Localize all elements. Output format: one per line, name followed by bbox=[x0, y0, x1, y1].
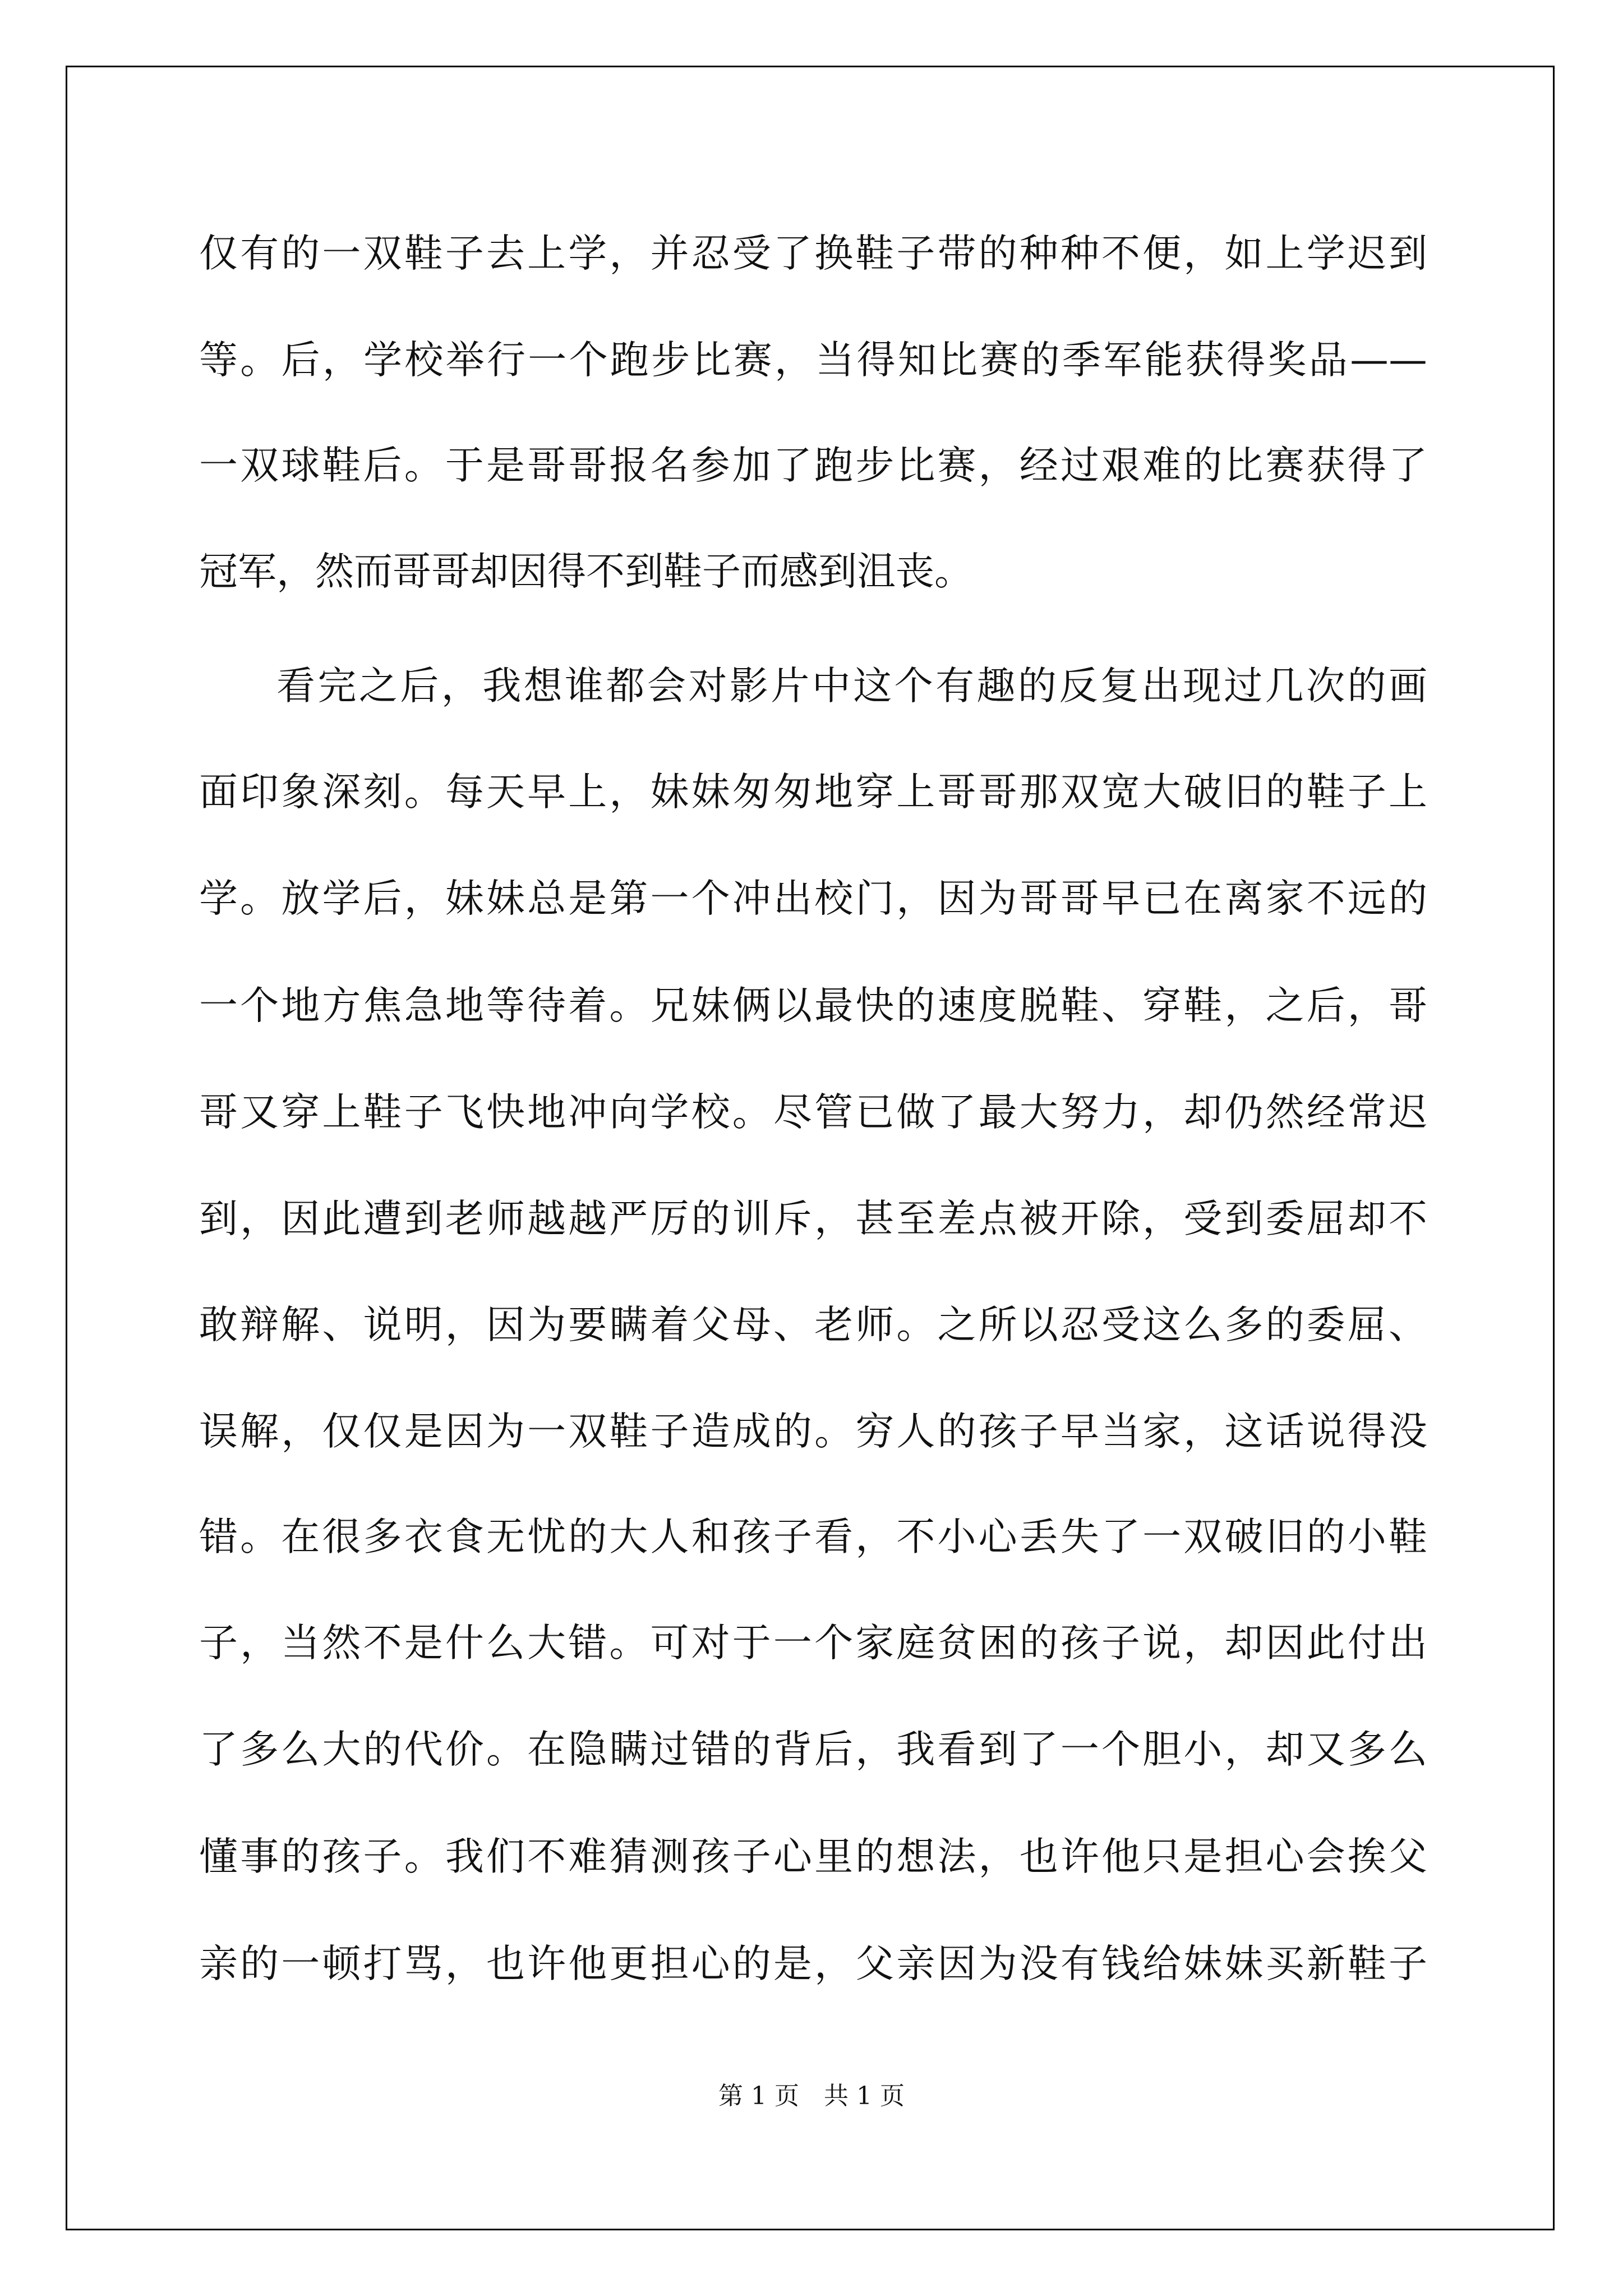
body-text-line: 面印象深刻。每天早上，妹妹匆匆地穿上哥哥那双宽大破旧的鞋子上 bbox=[199, 770, 1427, 815]
body-text-line: 敢辩解、说明，因为要瞒着父母、老师。之所以忍受这么多的委屈、 bbox=[199, 1303, 1427, 1347]
body-text-line: 懂事的孩子。我们不难猜测孩子心里的想法，也许他只是担心会挨父 bbox=[199, 1834, 1427, 1879]
body-text-line: 学。放学后，妹妹总是第一个冲出校门，因为哥哥早已在离家不远的 bbox=[199, 876, 1427, 921]
page-number-footer: 第 1 页 共 1 页 bbox=[718, 2082, 905, 2110]
body-text-line: 仅有的一双鞋子去上学，并忍受了换鞋子带的种种不便，如上学迟到 bbox=[199, 231, 1427, 276]
body-text-line: 了多么大的代价。在隐瞒过错的背后，我看到了一个胆小，却又多么 bbox=[199, 1727, 1427, 1772]
body-text-line: 亲的一顿打骂，也许他更担心的是，父亲因为没有钱给妹妹买新鞋子 bbox=[199, 1941, 1427, 1986]
body-text-line: 一个地方焦急地等待着。兄妹俩以最快的速度脱鞋、穿鞋，之后，哥 bbox=[199, 983, 1427, 1028]
body-text-line: 等。后，学校举行一个跑步比赛，当得知比赛的季军能获得奖品—— bbox=[199, 338, 1427, 383]
body-text-line: 一双球鞋后。于是哥哥报名参加了跑步比赛，经过艰难的比赛获得了 bbox=[199, 443, 1427, 488]
body-text-line: 冠军，然而哥哥却因得不到鞋子而感到沮丧。 bbox=[199, 549, 973, 594]
body-text-line: 子，当然不是什么大错。可对于一个家庭贫困的孩子说，却因此付出 bbox=[199, 1621, 1427, 1665]
body-text-line: 错。在很多衣食无忧的大人和孩子看，不小心丢失了一双破旧的小鞋 bbox=[199, 1515, 1427, 1559]
paragraph-first-line: 看完之后，我想谁都会对影片中这个有趣的反复出现过几次的画 bbox=[276, 664, 1427, 708]
body-text-line: 哥又穿上鞋子飞快地冲向学校。尽管已做了最大努力，却仍然经常迟 bbox=[199, 1090, 1427, 1135]
body-text-line: 误解，仅仅是因为一双鞋子造成的。穷人的孩子早当家，这话说得没 bbox=[199, 1409, 1427, 1454]
body-text-line: 到，因此遭到老师越越严厉的训斥，甚至差点被开除，受到委屈却不 bbox=[199, 1197, 1427, 1241]
